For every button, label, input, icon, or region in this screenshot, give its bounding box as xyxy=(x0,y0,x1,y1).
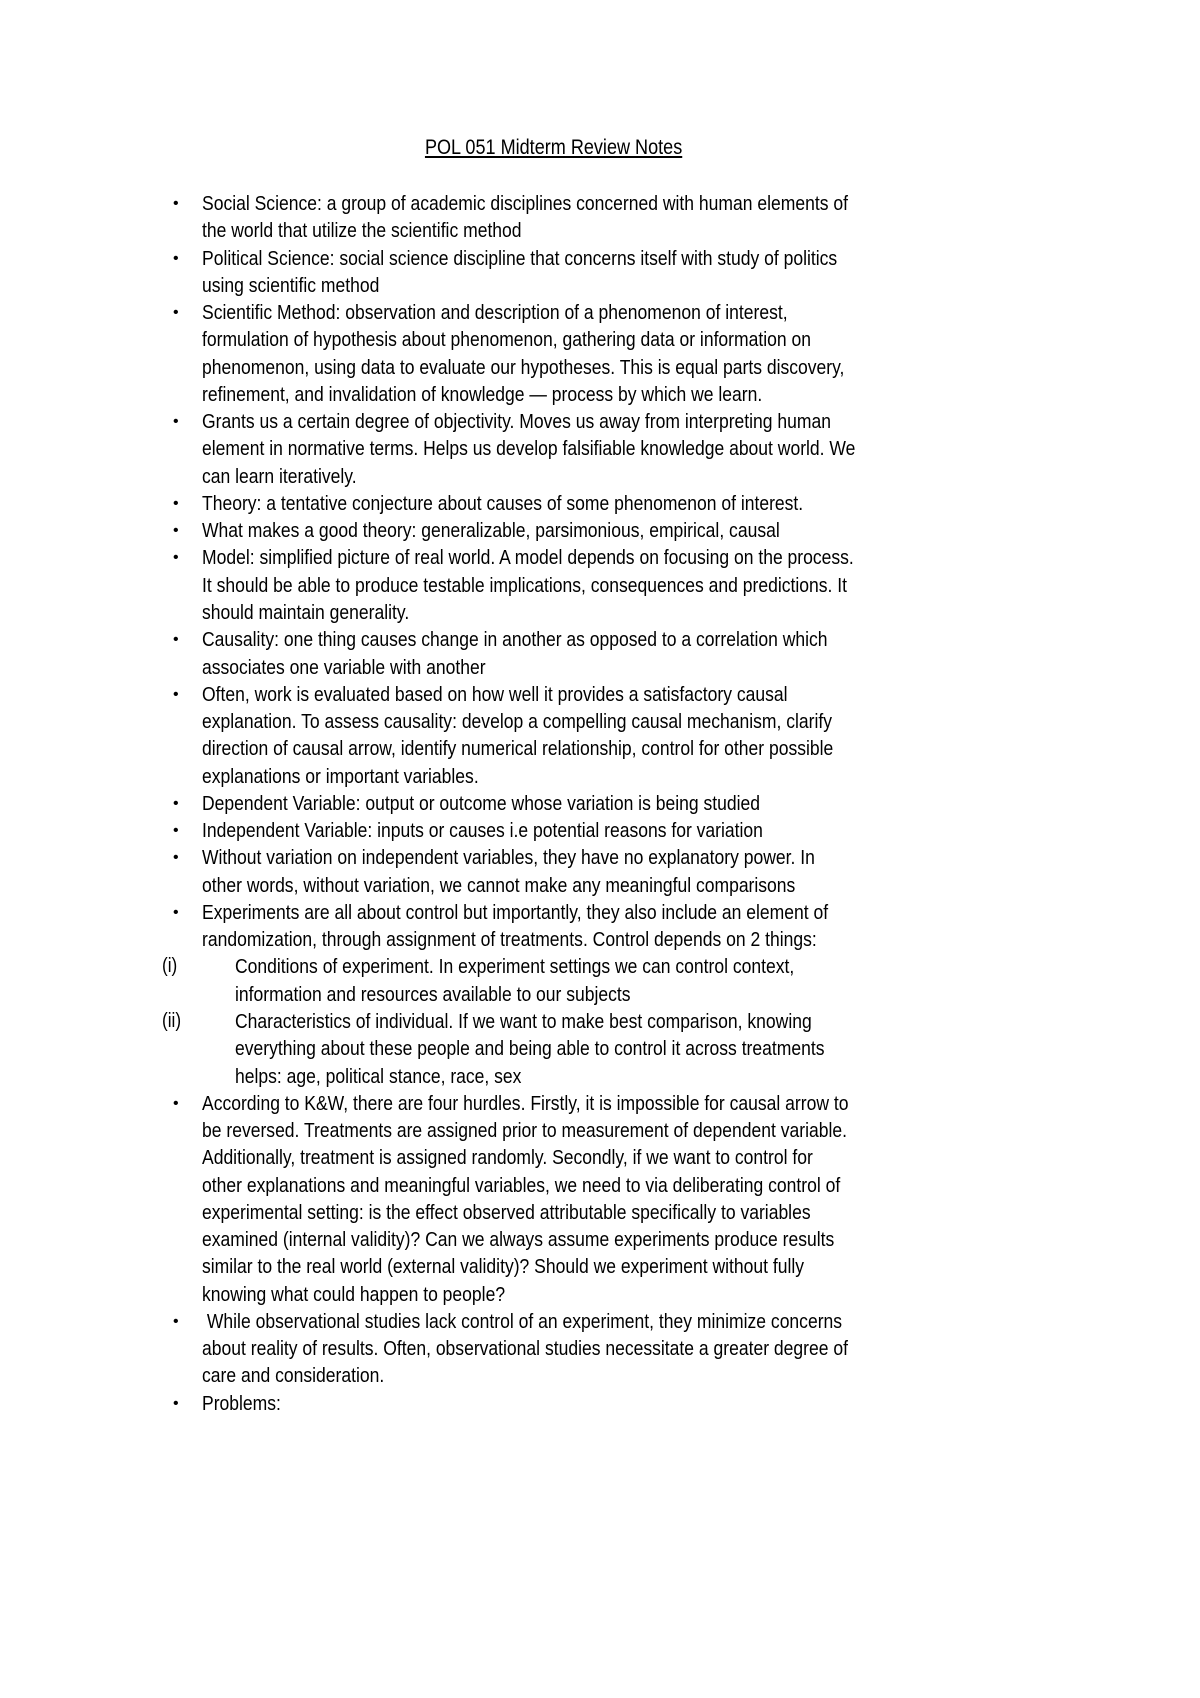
text-line: Dependent Variable: output or outcome whose variation is being studied xyxy=(202,791,760,815)
text-line: helps: age, political stance, race, sex xyxy=(235,1064,522,1088)
text-line: Causality: one thing causes change in another as opposed to a correlation which xyxy=(202,628,828,652)
roman-numeral-marker: (ii) xyxy=(162,1009,182,1032)
text-line: Additionally, treatment is assigned randomly. Secondly, if we want to control for xyxy=(202,1146,813,1170)
bullet-item xyxy=(0,1390,1200,1417)
bullet-item xyxy=(0,517,1200,544)
bullet-icon: • xyxy=(173,494,179,512)
text-line: Experiments are all about control but importantly, they also include an element of xyxy=(202,900,829,924)
text-line: Social Science: a group of academic disciplines concerned with human elements of xyxy=(202,192,848,215)
bullet-icon: • xyxy=(173,195,179,212)
text-line: Theory: a tentative conjecture about causes of some phenomenon of interest. xyxy=(202,491,804,515)
bullet-item xyxy=(0,626,1200,681)
bullet-item xyxy=(0,899,1200,954)
bullet-icon: • xyxy=(173,794,179,812)
numbered-subitem xyxy=(0,1008,1200,1090)
text-line: about reality of results. Often, observational studies necessitate a greater degree of xyxy=(202,1337,848,1361)
text-line: the world that utilize the scientific method xyxy=(202,219,522,243)
bullet-item xyxy=(0,817,1200,844)
bullet-item xyxy=(0,544,1200,626)
bullet-item xyxy=(0,408,1200,490)
text-line: According to K&W, there are four hurdles. Firstly, it is impossible for causal arrow to xyxy=(202,1091,849,1115)
text-line: direction of causal arrow, identify numerical relationship, control for other possible xyxy=(202,737,834,761)
text-line: knowing what could happen to people? xyxy=(202,1282,506,1306)
bullet-item xyxy=(0,1308,1200,1390)
bullet-icon: • xyxy=(173,1094,179,1112)
roman-numeral-marker: (i) xyxy=(162,955,178,978)
bullet-item xyxy=(0,681,1200,790)
bullet-icon: • xyxy=(173,413,179,431)
notes-list xyxy=(0,190,1200,1417)
text-line: phenomenon, using data to evaluate our hypotheses. This is equal parts discovery, xyxy=(202,355,845,379)
text-line: What makes a good theory: generalizable, parsimonious, empirical, causal xyxy=(202,519,780,543)
bullet-item xyxy=(0,299,1200,408)
bullet-icon: • xyxy=(173,549,179,567)
text-line: be reversed. Treatments are assigned prior to measurement of dependent variable. xyxy=(202,1119,847,1143)
text-line: Scientific Method: observation and description of a phenomenon of interest, xyxy=(202,301,788,325)
bullet-item xyxy=(0,190,1200,245)
bullet-item xyxy=(0,245,1200,300)
text-line: can learn iteratively. xyxy=(202,464,357,488)
bullet-item xyxy=(0,844,1200,899)
text-line: Problems: xyxy=(202,1391,281,1415)
bullet-icon: • xyxy=(173,631,179,649)
text-line: everything about these people and being able to control it across treatments xyxy=(235,1037,825,1061)
bullet-item xyxy=(0,1090,1200,1308)
text-line: Without variation on independent variables, they have no explanatory power. In xyxy=(202,846,815,870)
text-line: explanation. To assess causality: develop a compelling causal mechanism, clarify xyxy=(202,710,833,734)
text-line: Characteristics of individual. If we want to make best comparison, knowing xyxy=(235,1009,812,1033)
bullet-item xyxy=(0,790,1200,817)
document-title xyxy=(0,136,1108,160)
bullet-icon: • xyxy=(173,849,179,867)
text-line: using scientific method xyxy=(202,273,380,297)
text-line: other words, without variation, we cannot make any meaningful comparisons xyxy=(202,873,796,897)
bullet-icon: • xyxy=(173,903,179,921)
bullet-icon: • xyxy=(173,249,179,267)
text-line: While observational studies lack control of an experiment, they minimize concerns xyxy=(202,1309,843,1333)
text-line: similar to the real world (external validity)? Should we experiment without fully xyxy=(202,1255,805,1279)
text-line: associates one variable with another xyxy=(202,655,486,679)
text-line: information and resources available to our subjects xyxy=(235,982,631,1006)
text-line: element in normative terms. Helps us develop falsifiable knowledge about world. We xyxy=(202,437,856,461)
text-line: Model: simplified picture of real world. A model depends on focusing on the process. xyxy=(202,546,854,570)
text-line: Independent Variable: inputs or causes i.e potential reasons for variation xyxy=(202,819,763,843)
text-line: other explanations and meaningful variables, we need to via deliberating control of xyxy=(202,1173,841,1197)
text-line: randomization, through assignment of treatments. Control depends on 2 things: xyxy=(202,928,817,952)
text-line: experimental setting: is the effect observed attributable specifically to variables xyxy=(202,1200,811,1224)
text-line: should maintain generality. xyxy=(202,600,410,624)
text-line: formulation of hypothesis about phenomenon, gathering data or information on xyxy=(202,328,812,352)
text-line: Political Science: social science discipline that concerns itself with study of politics xyxy=(202,246,838,270)
bullet-icon: • xyxy=(173,822,179,840)
bullet-icon: • xyxy=(173,685,179,703)
bullet-icon: • xyxy=(173,304,179,322)
text-line: Conditions of experiment. In experiment settings we can control context, xyxy=(235,955,795,979)
bullet-item xyxy=(0,490,1200,517)
bullet-icon: • xyxy=(173,522,179,540)
text-line: care and consideration. xyxy=(202,1364,385,1388)
text-line: explanations or important variables. xyxy=(202,764,479,788)
text-line: It should be able to produce testable implications, consequences and predictions. It xyxy=(202,573,848,597)
title-text: POL 051 Midterm Review Notes xyxy=(425,136,683,159)
text-line: examined (internal validity)? Can we always assume experiments produce results xyxy=(202,1228,835,1252)
text-line: Often, work is evaluated based on how well it provides a satisfactory causal xyxy=(202,682,788,706)
bullet-icon: • xyxy=(173,1312,179,1330)
text-line: Grants us a certain degree of objectivity. Moves us away from interpreting human xyxy=(202,410,832,434)
numbered-subitem xyxy=(0,953,1200,1008)
bullet-icon: • xyxy=(173,1394,179,1412)
text-line: refinement, and invalidation of knowledge — process by which we learn. xyxy=(202,382,763,406)
